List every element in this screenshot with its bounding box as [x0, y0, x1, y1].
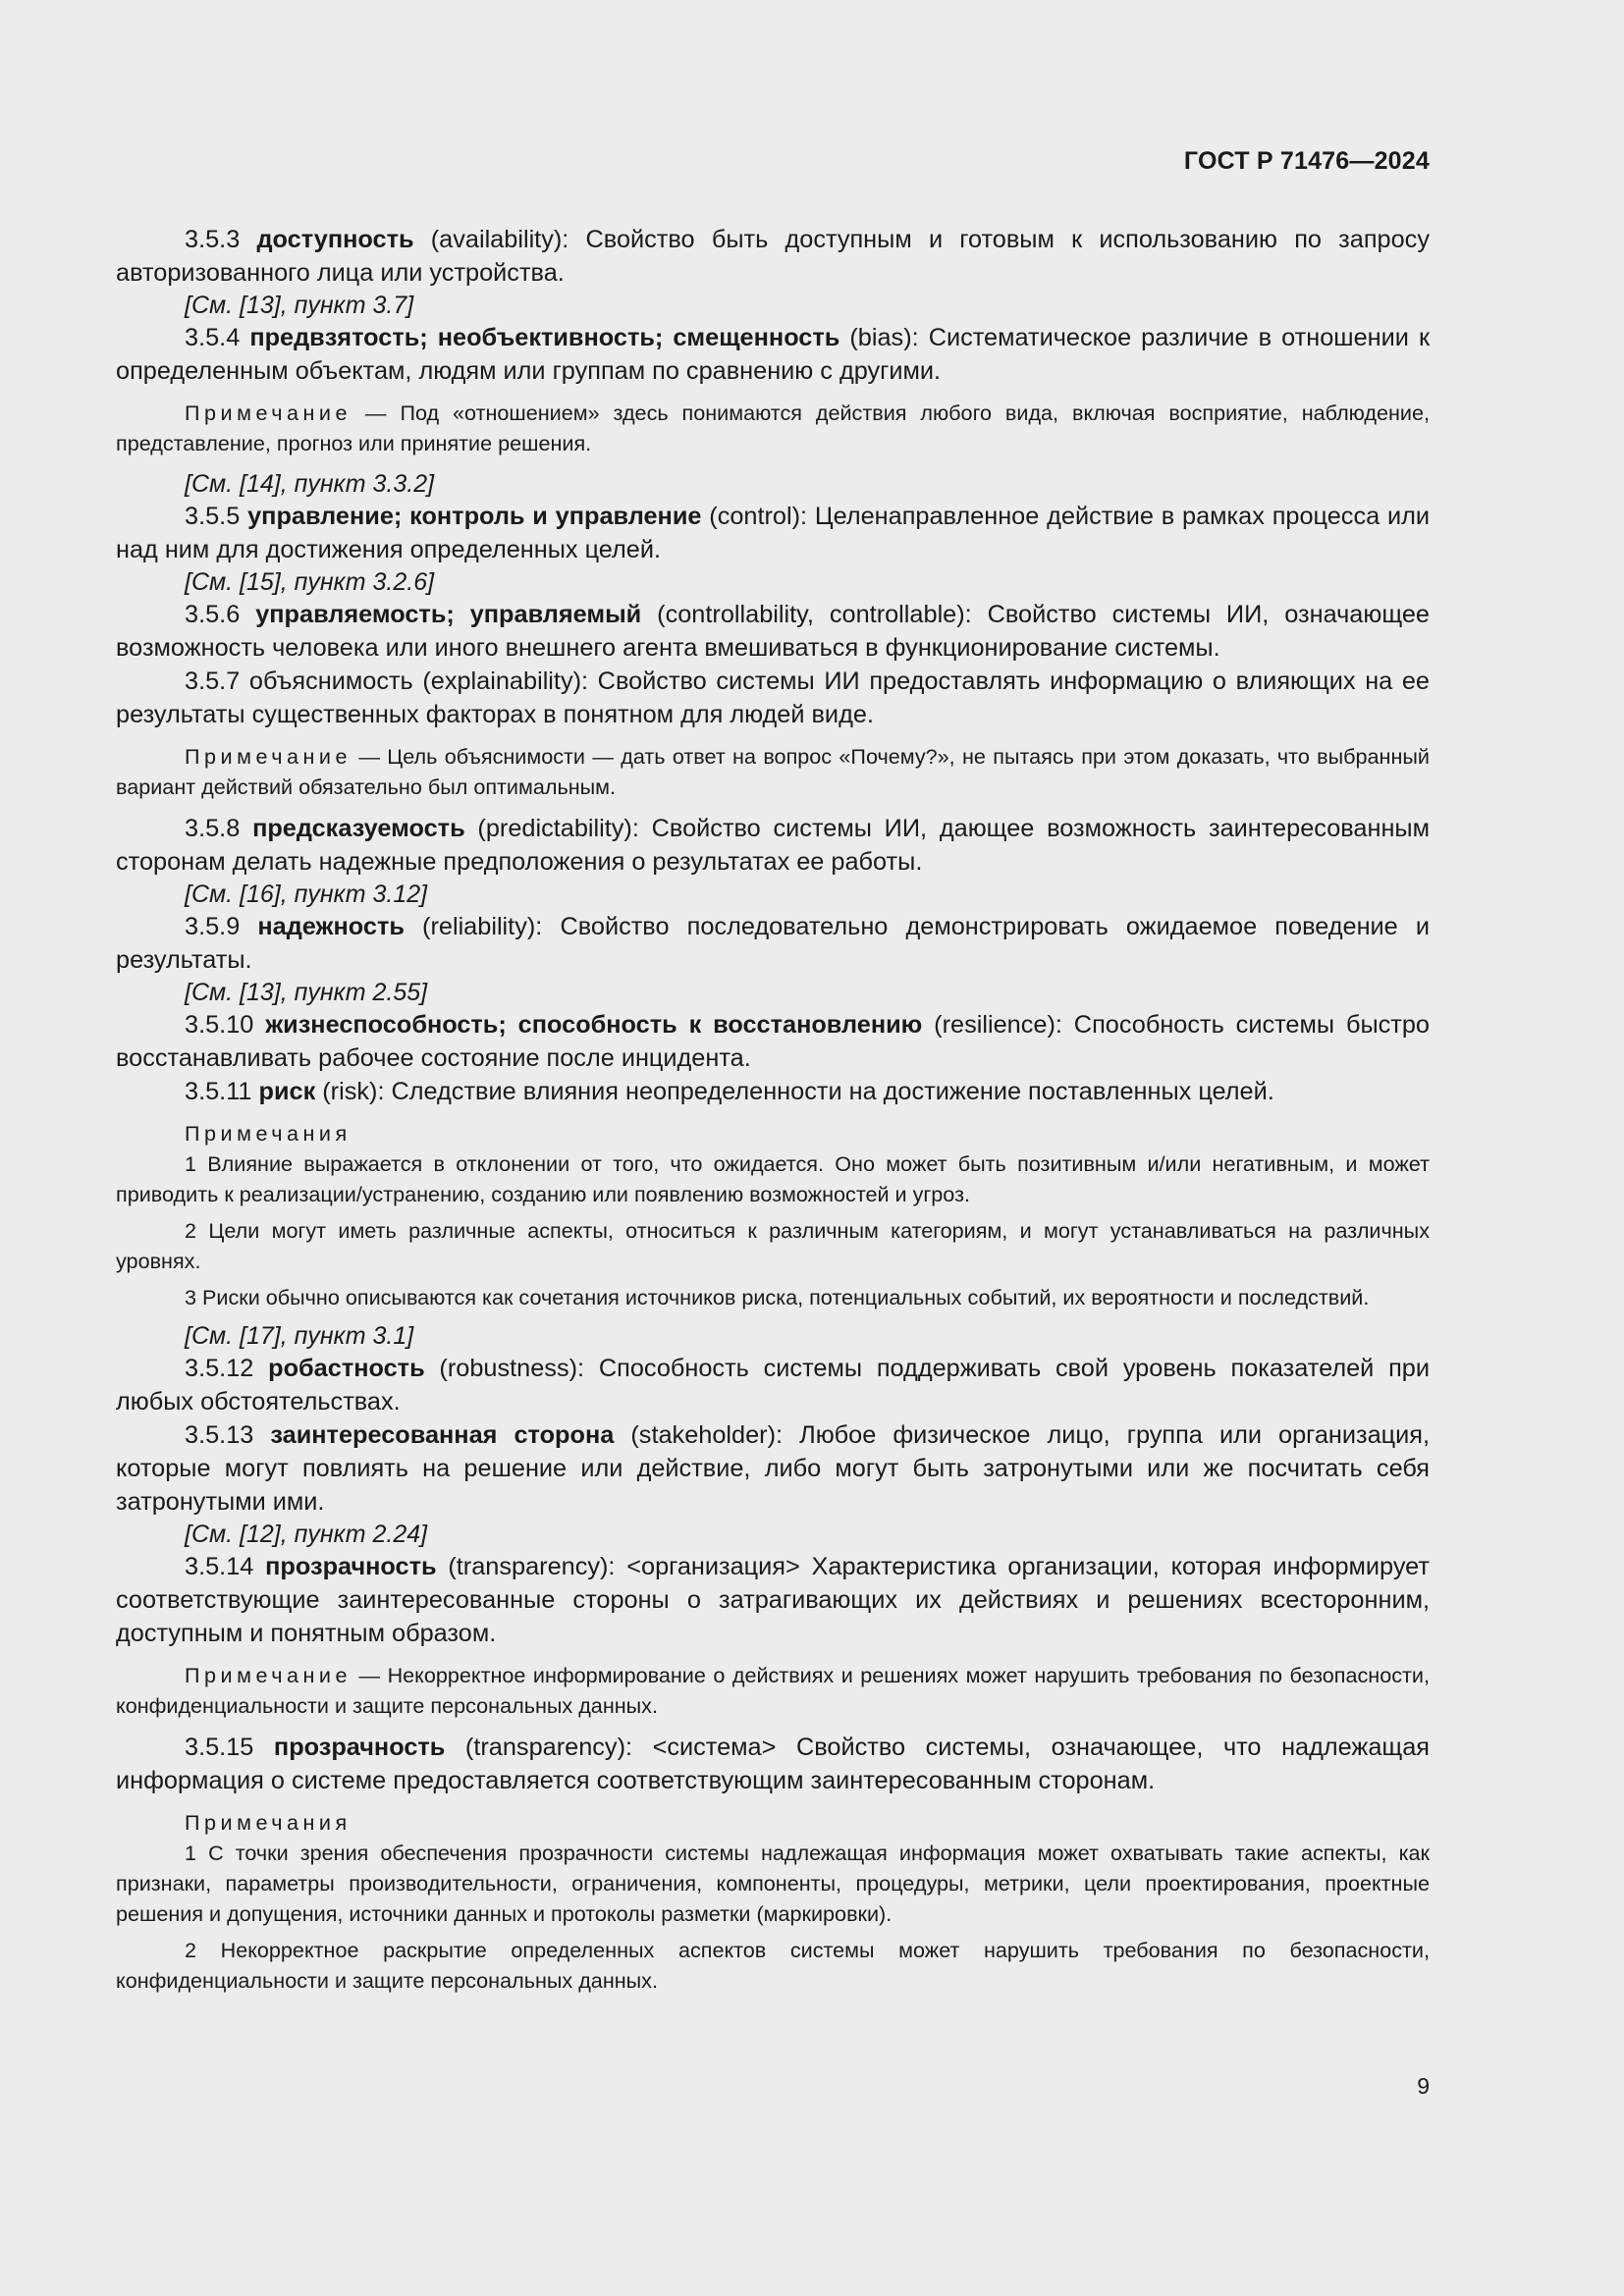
term-name: прозрачность [273, 1734, 446, 1761]
term-3-5-4: 3.5.4 предвзятость; необъективность; смещенность (bias): Систематическое различие в отношении к определенным объектам, людям или группам по сравнению с другими. [116, 324, 1431, 385]
reference: [См. [12], пункт 2.24] [185, 1521, 428, 1548]
page-number: 9 [1417, 2073, 1430, 2099]
reference: [См. [16], пункт 3.12] [185, 881, 428, 908]
note-item: 2 Цели могут иметь различные аспекты, относиться к различным категориям, и могут устанавливаться на различных уровнях. [116, 1218, 1430, 1273]
term-3-5-5: 3.5.5 управление; контроль и управление (control): Целенаправленное действие в рамках процесса или над ним для достижения определенных целей. [116, 503, 1431, 563]
term-3-5-14: 3.5.14 прозрачность (transparency): <организация> Характеристика организации, которая информирует соответствующие заинтересованные стороны о затрагивающих их действиях и решениях всесторонним, доступным и понятным образом. [116, 1553, 1431, 1647]
term-3-5-9: 3.5.9 надежность (reliability): Свойство последовательно демонстрировать ожидаемое поведение и результаты. [116, 913, 1431, 974]
note-item: 1 С точки зрения обеспечения прозрачности системы надлежащая информация может охватывать такие аспекты, как признаки, параметры производительности, ограничения, компоненты, процедуры, метрики, цели проектирования, проектные решения и допущения, источники данных и протоколы разметки (маркировки). [116, 1841, 1430, 1926]
term-3-5-15: 3.5.15 прозрачность (transparency): <система> Свойство системы, означающее, что надлежащая информация о системе предоставляется соответствующим заинтересованным сторонам. [116, 1734, 1430, 1794]
reference: [См. [17], пункт 3.1] [185, 1322, 414, 1350]
reference: [См. [15], пункт 3.2.6] [185, 568, 435, 596]
notes-heading: Примечания [185, 1121, 352, 1146]
term-3-5-8: 3.5.8 предсказуемость (predictability): Свойство системы ИИ, дающее возможность заинтересованным сторонам делать надежные предположения о результатах ее работы. [116, 815, 1431, 876]
term-name: доступность [256, 226, 414, 253]
term-name: предвзятость; необъективность; смещенность [249, 324, 840, 351]
term-name: заинтересованная сторона [270, 1421, 615, 1449]
note: Примечание — Цель объяснимости — дать ответ на вопрос «Почему?», не пытаясь при этом доказать, что выбранный вариант действий обязательно был оптимальным. [116, 744, 1430, 799]
term-name: прозрачность [265, 1553, 437, 1580]
term-name: управляемость; управляемый [255, 601, 642, 628]
term-name: жизнеспособность; способность к восстановлению [265, 1011, 923, 1039]
reference: [См. [13], пункт 2.55] [185, 979, 428, 1006]
note-item: 1 Влияние выражается в отклонении от того, что ожидается. Оно может быть позитивным и/или негативным, и может приводить к реализации/устранению, созданию или появлению возможностей и угроз. [116, 1151, 1430, 1206]
page-content [116, 223, 1430, 2002]
term-name: робастность [268, 1355, 425, 1382]
term-3-5-7: 3.5.7 объяснимость (explainability): Свойство системы ИИ предоставлять информацию о влияющих на ее результаты существенных факторах в понятном для людей виде. [116, 667, 1430, 728]
term-3-5-13: 3.5.13 заинтересованная сторона (stakeholder): Любое физическое лицо, группа или организация, которые могут повлиять на решение или действие, либо могут быть затронутыми или же посчитать себя затронутыми ими. [116, 1421, 1431, 1516]
note-item: 3 Риски обычно описываются как сочетания источников риска, потенциальных событий, их вероятности и последствий. [185, 1285, 1370, 1309]
term-3-5-6: 3.5.6 управляемость; управляемый (controllability, controllable): Свойство системы ИИ, означающее возможность человека или иного внешнего агента вмешиваться в функционирование системы. [116, 601, 1430, 662]
term-3-5-12: 3.5.12 робастность (robustness): Способность системы поддерживать свой уровень показателей при любых обстоятельствах. [116, 1355, 1430, 1415]
term-3-5-3: 3.5.3 доступность (availability): Свойство быть доступным и готовым к использованию по запросу авторизованного лица или устройства. [116, 226, 1430, 287]
note-item: 2 Некорректное раскрытие определенных аспектов системы может нарушить требования по безопасности, конфиденциальности и защите персональных данных. [116, 1938, 1430, 1993]
term-name: риск [258, 1078, 316, 1105]
reference: [См. [13], пункт 3.7] [185, 292, 414, 319]
term-name: надежность [257, 913, 405, 940]
term-name: предсказуемость [252, 815, 465, 842]
notes-heading: Примечания [185, 1810, 352, 1835]
note: Примечание — Некорректное информирование о действиях и решениях может нарушить требования по безопасности, конфиденциальности и защите персональных данных. [116, 1663, 1430, 1718]
reference: [См. [14], пункт 3.3.2] [185, 470, 435, 498]
term-3-5-10: 3.5.10 жизнеспособность; способность к восстановлению (resilience): Способность системы быстро восстанавливать рабочее состояние после инцидента. [116, 1011, 1430, 1072]
term-name: управление; контроль и управление [247, 503, 702, 530]
document-code: ГОСТ Р 71476—2024 [1183, 147, 1430, 175]
note: Примечание — Под «отношением» здесь понимаются действия любого вида, включая восприятие, наблюдение, представление, прогноз или принятие решения. [116, 400, 1430, 455]
term-3-5-11: 3.5.11 риск (risk): Следствие влияния неопределенности на достижение поставленных целей. [185, 1078, 1274, 1105]
